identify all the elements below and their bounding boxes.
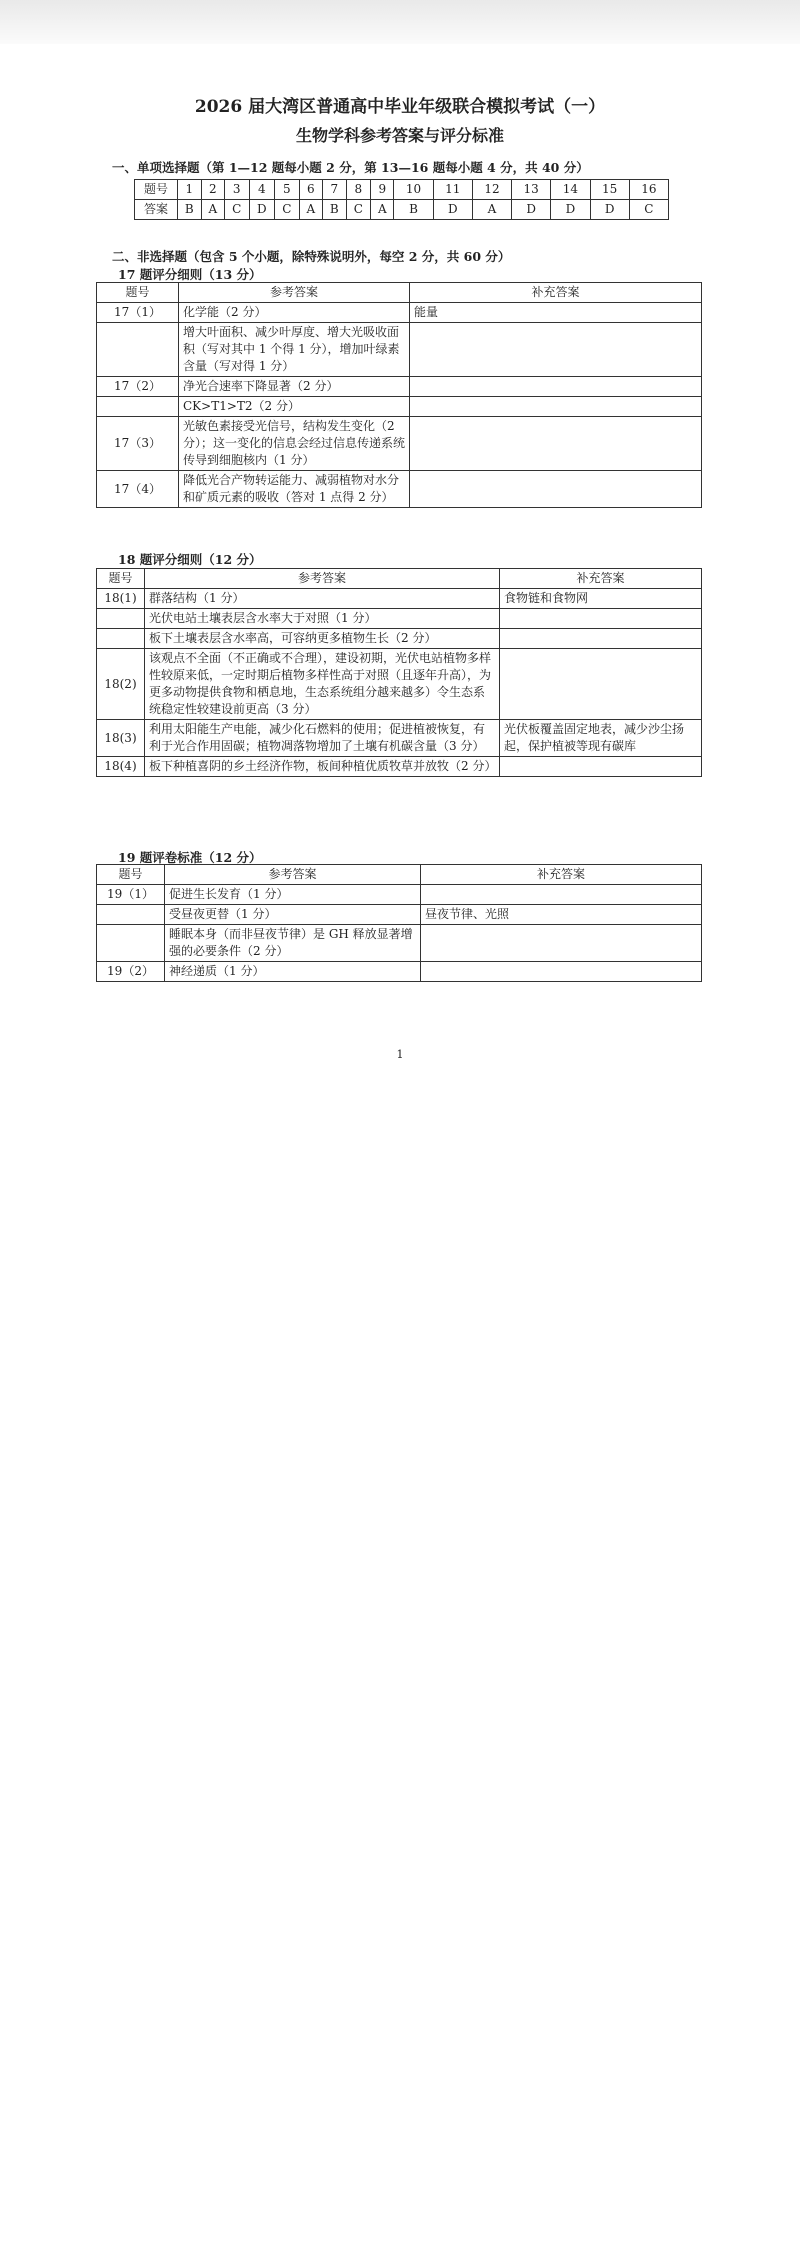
supplementary-answer (410, 377, 702, 397)
mc-number: 12 (472, 180, 511, 200)
mc-number-row (135, 180, 669, 200)
reference-answer: 净光合速率下降显著（2 分） (179, 377, 410, 397)
q17-header-row (97, 283, 702, 303)
col-header-reference: 参考答案 (179, 283, 410, 303)
col-header-number: 题号 (97, 283, 179, 303)
supplementary-answer: 光伏板覆盖固定地表，减少沙尘扬起，保护植被等现有碳库 (500, 720, 702, 757)
question-number: 18(1) (97, 589, 145, 609)
reference-answer: CK>T1>T2（2 分） (179, 397, 410, 417)
question-number: 19（2） (97, 962, 165, 982)
table-row (97, 323, 702, 377)
mc-answer: C (629, 200, 668, 220)
q18-heading: 18 题评分细则（12 分） (118, 552, 262, 567)
question-number (97, 905, 165, 925)
mc-number: 6 (299, 180, 322, 200)
q17-table (96, 282, 702, 508)
supplementary-answer (500, 629, 702, 649)
table-row (97, 629, 702, 649)
mc-number: 9 (371, 180, 394, 200)
q18-table (96, 568, 702, 777)
supplementary-answer: 食物链和食物网 (500, 589, 702, 609)
col-header-number: 题号 (97, 865, 165, 885)
reference-answer: 化学能（2 分） (179, 303, 410, 323)
supplementary-answer: 能量 (410, 303, 702, 323)
q17-heading: 17 题评分细则（13 分） (118, 267, 262, 282)
mc-number: 5 (275, 180, 300, 200)
mc-row-label: 答案 (135, 200, 178, 220)
mc-number: 2 (201, 180, 224, 200)
table-row (97, 417, 702, 471)
mc-answer: D (590, 200, 629, 220)
table-row (97, 303, 702, 323)
part1-heading: 一、单项选择题（第 1—12 题每小题 2 分，第 13—16 题每小题 4 分，共 40 分） (112, 160, 589, 175)
question-number: 17（1） (97, 303, 179, 323)
mc-number: 16 (629, 180, 668, 200)
question-number (97, 609, 145, 629)
q19-heading: 19 题评卷标准（12 分） (118, 850, 262, 865)
mc-number: 10 (394, 180, 433, 200)
q19-table (96, 864, 702, 982)
table-row (97, 905, 702, 925)
question-number: 18(2) (97, 649, 145, 720)
supplementary-answer (410, 417, 702, 471)
reference-answer: 该观点不全面（不正确或不合理），建设初期，光伏电站植物多样性较原来低，一定时期后植物多样性高于对照（且逐年升高），为更多动物提供食物和栖息地，生态系统组分越来越多）令生态系统稳定性较建设前更高（3 分） (145, 649, 500, 720)
table-row (97, 609, 702, 629)
question-number: 19（1） (97, 885, 165, 905)
supplementary-answer (421, 925, 702, 962)
reference-answer: 光敏色素接受光信号，结构发生变化（2 分）；这一变化的信息会经过信息传递系统传导到细胞核内（1 分） (179, 417, 410, 471)
mc-row-label: 题号 (135, 180, 178, 200)
mc-answer: D (512, 200, 551, 220)
mc-number: 4 (249, 180, 275, 200)
question-number: 17（3） (97, 417, 179, 471)
supplementary-answer (500, 649, 702, 720)
supplementary-answer (410, 471, 702, 508)
supplementary-answer (500, 609, 702, 629)
question-number: 18(4) (97, 757, 145, 777)
mc-number: 14 (551, 180, 590, 200)
col-header-reference: 参考答案 (165, 865, 421, 885)
table-row (97, 377, 702, 397)
mc-answer: A (201, 200, 224, 220)
scan-top-band (0, 0, 800, 44)
supplementary-answer (410, 323, 702, 377)
reference-answer: 增大叶面积、减少叶厚度、增大光吸收面积（写对其中 1 个得 1 分），增加叶绿素含量（写对得 1 分） (179, 323, 410, 377)
supplementary-answer (421, 885, 702, 905)
mc-answer: D (249, 200, 275, 220)
table-row (97, 649, 702, 720)
table-row (97, 720, 702, 757)
reference-answer: 板下土壤表层含水率高，可容纳更多植物生长（2 分） (145, 629, 500, 649)
table-row (97, 471, 702, 508)
reference-answer: 利用太阳能生产电能，减少化石燃料的使用；促进植被恢复，有利于光合作用固碳；植物凋落物增加了土壤有机碳含量（3 分） (145, 720, 500, 757)
question-number (97, 629, 145, 649)
mc-number: 11 (433, 180, 472, 200)
reference-answer: 降低光合产物转运能力、减弱植物对水分和矿质元素的吸收（答对 1 点得 2 分） (179, 471, 410, 508)
supplementary-answer (410, 397, 702, 417)
mc-answer-table (134, 179, 669, 220)
question-number: 17（2） (97, 377, 179, 397)
reference-answer: 受昼夜更替（1 分） (165, 905, 421, 925)
supplementary-answer (421, 962, 702, 982)
col-header-supplement: 补充答案 (500, 569, 702, 589)
mc-number: 1 (178, 180, 202, 200)
mc-number: 15 (590, 180, 629, 200)
mc-number: 3 (224, 180, 249, 200)
reference-answer: 促进生长发育（1 分） (165, 885, 421, 905)
q19-header-row (97, 865, 702, 885)
reference-answer: 板下种植喜阴的乡土经济作物，板间种植优质牧草并放牧（2 分） (145, 757, 500, 777)
mc-answer: A (299, 200, 322, 220)
mc-answer: A (371, 200, 394, 220)
mc-number: 8 (346, 180, 371, 200)
mc-answer: D (551, 200, 590, 220)
question-number: 18(3) (97, 720, 145, 757)
col-header-reference: 参考答案 (145, 569, 500, 589)
mc-answer-row (135, 200, 669, 220)
part2-heading: 二、非选择题（包含 5 个小题，除特殊说明外，每空 2 分，共 60 分） (112, 249, 511, 264)
reference-answer: 群落结构（1 分） (145, 589, 500, 609)
table-row (97, 885, 702, 905)
table-row (97, 757, 702, 777)
col-header-number: 题号 (97, 569, 145, 589)
col-header-supplement: 补充答案 (421, 865, 702, 885)
question-number (97, 925, 165, 962)
mc-number: 7 (322, 180, 346, 200)
supplementary-answer: 昼夜节律、光照 (421, 905, 702, 925)
mc-number: 13 (512, 180, 551, 200)
mc-answer: B (178, 200, 202, 220)
question-number (97, 323, 179, 377)
col-header-supplement: 补充答案 (410, 283, 702, 303)
table-row (97, 397, 702, 417)
question-number (97, 397, 179, 417)
question-number: 17（4） (97, 471, 179, 508)
table-row (97, 962, 702, 982)
reference-answer: 神经递质（1 分） (165, 962, 421, 982)
mc-answer: A (472, 200, 511, 220)
supplementary-answer (500, 757, 702, 777)
mc-answer: B (322, 200, 346, 220)
table-row (97, 925, 702, 962)
page-number: 1 (396, 1048, 404, 1061)
mc-answer: C (346, 200, 371, 220)
page-title: 2026 届大湾区普通高中毕业年级联合模拟考试（一） (194, 97, 606, 117)
q18-header-row (97, 569, 702, 589)
mc-answer: B (394, 200, 433, 220)
table-row (97, 589, 702, 609)
reference-answer: 睡眠本身（而非昼夜节律）是 GH 释放显著增强的必要条件（2 分） (165, 925, 421, 962)
reference-answer: 光伏电站土壤表层含水率大于对照（1 分） (145, 609, 500, 629)
mc-answer: C (224, 200, 249, 220)
mc-answer: D (433, 200, 472, 220)
page-subtitle: 生物学科参考答案与评分标准 (295, 126, 504, 145)
mc-answer: C (275, 200, 300, 220)
